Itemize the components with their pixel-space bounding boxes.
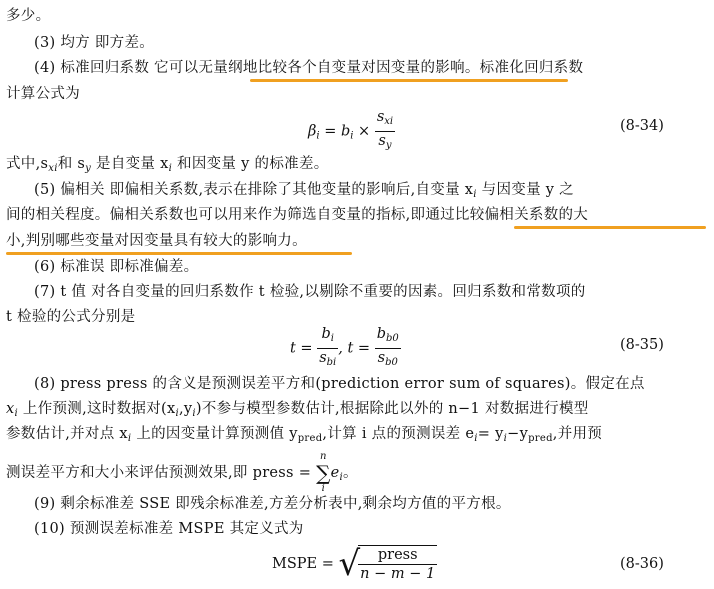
summation-symbol: n ∑ i bbox=[316, 451, 331, 494]
highlight-underline bbox=[250, 79, 568, 82]
highlighted-phrase: 通过比较偏相关系数的大 bbox=[425, 207, 589, 223]
text-line: (4) 标准回归系数 它可以无量纲地比较各个自变量对因变量的影响。标准化回归系数 bbox=[34, 60, 584, 76]
text-line: (5) 偏相关 即偏相关系数,表示在排除了其他变量的影响后,自变量 $x_i$ 与因变量 y 之 bbox=[34, 182, 574, 200]
equation-number: (8-34) bbox=[620, 118, 664, 134]
text-line: 多少。 bbox=[6, 8, 51, 24]
text-line: (9) 剩余标准差 SSE 即残余标准差,方差分析表中,剩余均方值的平方根。 bbox=[34, 496, 511, 512]
equation-8-34: $\beta_i = b_i$ × $\frac{s_{xi}}{s_y}$ bbox=[308, 109, 394, 151]
equation-8-35: t = $\frac{b_i}{s_{bi}}$ , t = $\frac{b_{b0}}{s_{b0}}$ bbox=[290, 326, 399, 368]
highlighted-phrase: 无量纲地比较各个自变量对因变量的影响 bbox=[198, 60, 465, 76]
highlight-underline bbox=[514, 226, 706, 229]
equation-number: (8-36) bbox=[620, 556, 664, 572]
highlighted-phrase: 小,判别哪些变量对因变量具有较大的影响力 bbox=[6, 233, 293, 249]
text-line: t 检验的公式分别是 bbox=[6, 309, 136, 325]
text-line: (6) 标准误 即标准偏差。 bbox=[34, 259, 199, 275]
text-line: 测误差平方和大小来评估预测效果,即 press = n ∑ i $e_i$。 bbox=[6, 451, 358, 494]
text-line: (3) 均方 即方差。 bbox=[34, 35, 155, 51]
text-line: 参数估计,并对点 $x_i$ 上的因变量计算预测值 $y_{pred}$,计算 i 点的预测误差 $e_i= y_i-y_{pred}$,并用预 bbox=[6, 426, 603, 444]
text-line: (10) 预测误差标准差 MSPE 其定义式为 bbox=[34, 521, 304, 537]
text-line: $x_i$ 上作预测,这时数据对$(x_i,y_i)$不参与模型参数估计,根据除此以外的 n−1 对数据进行模型 bbox=[6, 401, 589, 419]
text-line: 间的相关程度。偏相关系数也可以用来作为筛选自变量的指标,即通过比较偏相关系数的大 bbox=[6, 207, 589, 223]
equation-8-36: MSPE = √ $\frac{\text{press}}{n - m - 1}$ bbox=[272, 544, 436, 584]
text-line: (7) t 值 对各自变量的回归系数作 t 检验,以剔除不重要的因素。回归系数和常数项的 bbox=[34, 284, 586, 300]
text-line: 计算公式为 bbox=[6, 86, 80, 102]
text-line: (8) press press 的含义是预测误差平方和(prediction error sum of squares)。假定在点 bbox=[34, 376, 645, 392]
text-line: 式中$,s_{xi}$和 $s_y$ 是自变量 $x_i$ 和因变量 y 的标准差。 bbox=[6, 156, 329, 174]
equation-number: (8-35) bbox=[620, 337, 664, 353]
text-line: 小,判别哪些变量对因变量具有较大的影响力。 bbox=[6, 233, 307, 249]
